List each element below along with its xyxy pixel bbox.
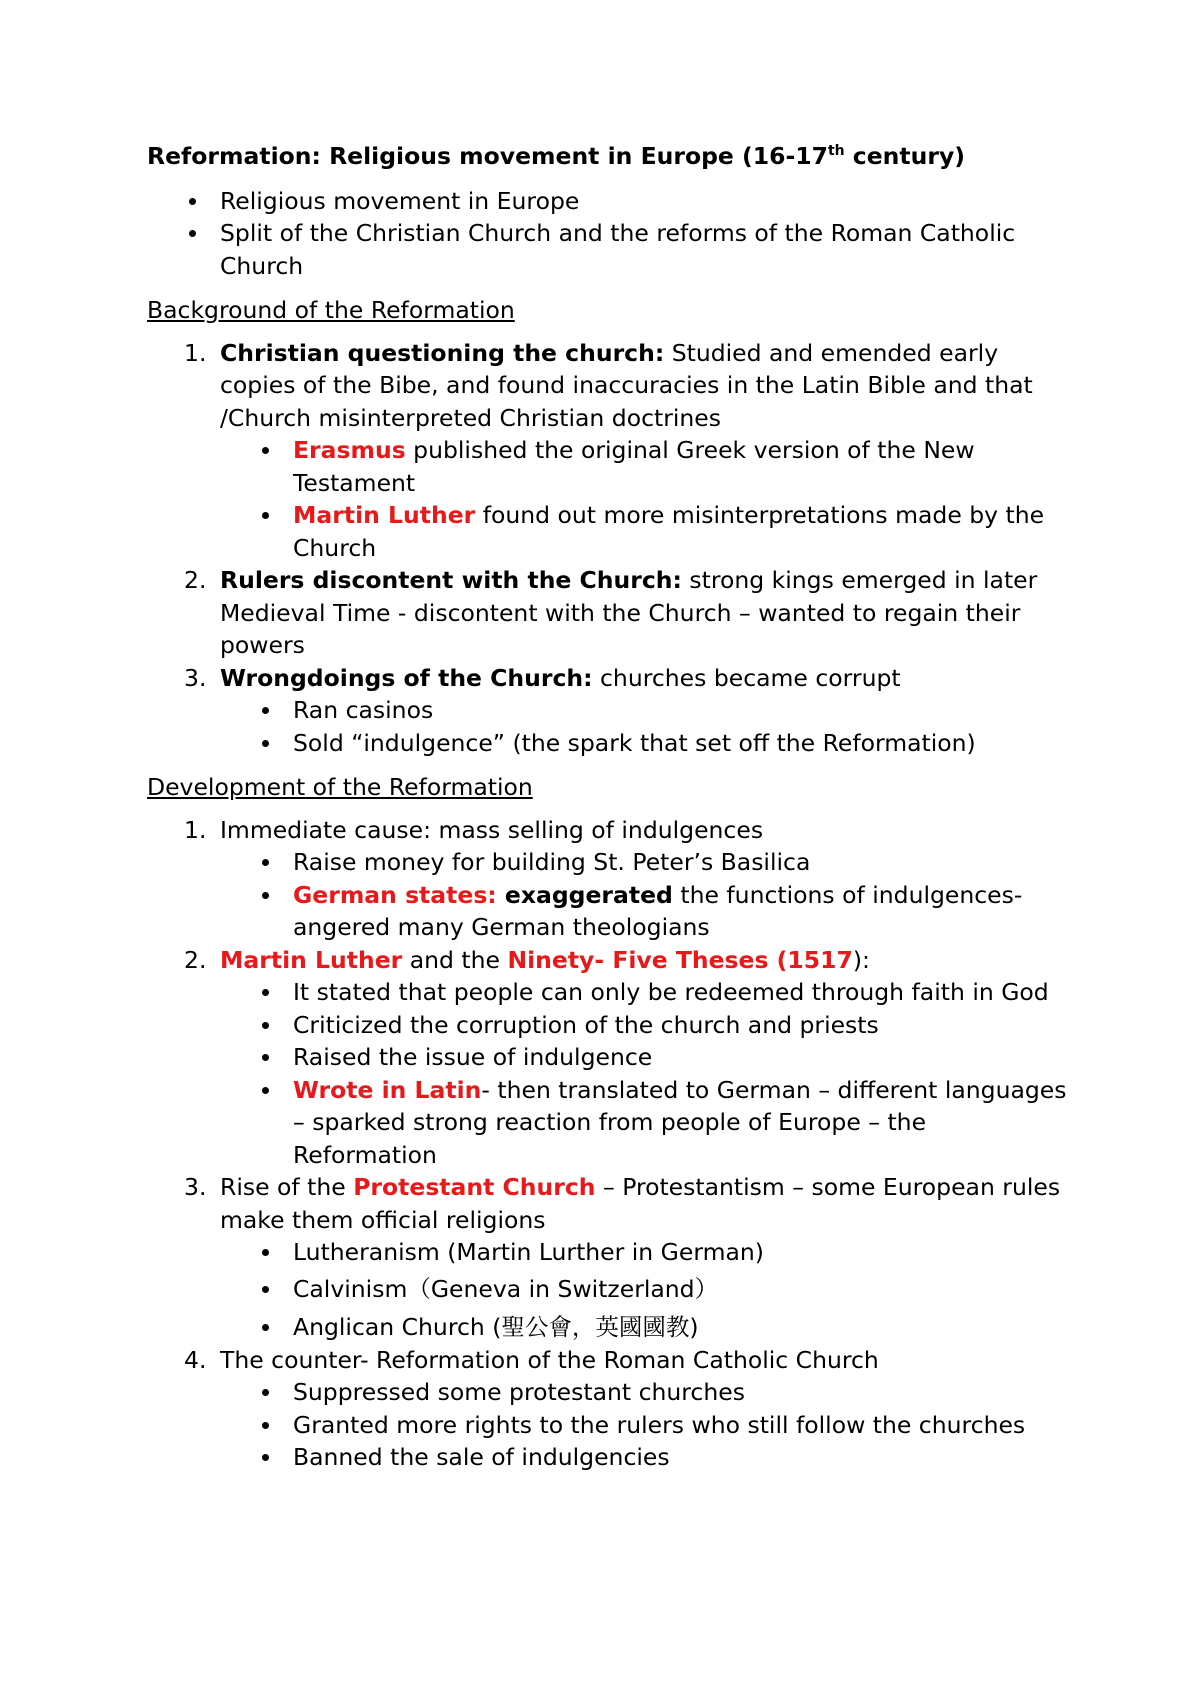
bullet-icon <box>262 892 269 899</box>
list-item: 2. Rulers discontent with the Church: strong kings emerged in later Medieval Time - discontent with the Church – wanted to regain their powers <box>184 566 1038 659</box>
bullet-icon <box>262 1054 269 1061</box>
list-item: Raised the issue of indulgence <box>220 1041 1077 1074</box>
bullet-icon <box>262 1324 269 1331</box>
background-list <box>147 337 1077 760</box>
list-item: 2. Martin Luther and the Ninety- Five Theses (1517): It stated that people can only be redeemed through faith in God Criticized the corruption of the church and priests Raised the issue of indulgence Wrote in Latin- then translated to German – different languages – sparked strong reaction from people of Europe – the Reformation <box>147 944 1077 1172</box>
list-item: 1. Christian questioning the church: Studied and emended early copies of the Bibe, and found inaccuracies in the Latin Bible and that /Church misinterpreted Christian doctrines Erasmus published the original Greek version of the New Testament Martin Luther found out more misinterpretations made by the Church <box>147 337 1077 565</box>
sub-list <box>220 846 1077 944</box>
sub-list <box>220 434 1077 564</box>
bullet-icon <box>262 1087 269 1094</box>
list-item: 3. Rise of the Protestant Church – Protestantism – some European rules make them official religions Lutheranism (Martin Lurther in German) Calvinism（Geneva in Switzerland） Anglican Church (聖公會，英國國教) <box>147 1171 1077 1344</box>
sub-list <box>220 1376 1077 1474</box>
list-item: 4. The counter- Reformation of the Roman Catholic Church Suppressed some protestant churches Granted more rights to the rulers who still follow the churches Banned the sale of indulgencies <box>147 1344 1077 1474</box>
document-page <box>147 140 1077 1474</box>
bullet-icon <box>262 707 269 714</box>
list-item: Suppressed some protestant churches <box>220 1376 1077 1409</box>
bullet-icon <box>262 1249 269 1256</box>
list-item: Anglican Church (聖公會，英國國教) <box>220 1311 1077 1344</box>
bullet-icon <box>262 859 269 866</box>
list-item: 1. Immediate cause: mass selling of indulgences Raise money for building St. Peter’s Basilica German states: exaggerated the functions of indulgences- angered many German theologians <box>147 814 1077 944</box>
list-item: Granted more rights to the rulers who still follow the churches <box>220 1409 1077 1442</box>
bullet-icon <box>262 1389 269 1396</box>
list-item: Split of the Christian Church and the reforms of the Roman Catholic Church <box>147 217 1077 282</box>
list-item: Erasmus published the original Greek version of the New Testament <box>220 434 1077 499</box>
list-item: Ran casinos <box>220 694 1077 727</box>
list-item: Criticized the corruption of the church and priests <box>220 1009 1077 1042</box>
list-item: Raise money for building St. Peter’s Basilica <box>220 846 1077 879</box>
bullet-icon <box>262 1422 269 1429</box>
list-item: German states: exaggerated the functions of indulgences- angered many German theologians <box>220 879 1077 944</box>
bullet-icon <box>189 198 196 205</box>
list-item: Banned the sale of indulgencies <box>220 1441 1077 1474</box>
development-list <box>147 814 1077 1474</box>
bullet-icon <box>262 447 269 454</box>
bullet-icon <box>262 512 269 519</box>
bullet-icon <box>262 740 269 747</box>
list-item: Sold “indulgence” (the spark that set off the Reformation) <box>220 727 1077 760</box>
bullet-icon <box>189 230 196 237</box>
list-item: 3. Wrongdoings of the Church: churches became corrupt Ran casinos Sold “indulgence” (the spark that set off the Reformation) <box>147 662 1077 760</box>
section-heading-development: Development of the Reformation <box>147 773 533 801</box>
list-item: Lutheranism (Martin Lurther in German) <box>220 1236 1077 1269</box>
sub-list <box>220 976 1077 1171</box>
bullet-icon <box>262 1286 269 1293</box>
list-item: Calvinism（Geneva in Switzerland） <box>220 1273 1077 1306</box>
bullet-icon <box>262 989 269 996</box>
bullet-icon <box>262 1454 269 1461</box>
list-item: Religious movement in Europe <box>147 185 1077 218</box>
document-title: Reformation: Religious movement in Europe (16-17th century) <box>147 142 966 170</box>
bullet-icon <box>262 1022 269 1029</box>
section-heading-background: Background of the Reformation <box>147 296 515 324</box>
sub-list <box>220 694 1077 759</box>
list-item: It stated that people can only be redeemed through faith in God <box>220 976 1077 1009</box>
intro-list <box>147 185 1077 283</box>
sub-list <box>220 1236 1077 1344</box>
list-item: Wrote in Latin- then translated to German – different languages – sparked strong reaction from people of Europe – the Reformation <box>220 1074 1077 1172</box>
list-item: Martin Luther found out more misinterpretations made by the Church <box>220 499 1077 564</box>
